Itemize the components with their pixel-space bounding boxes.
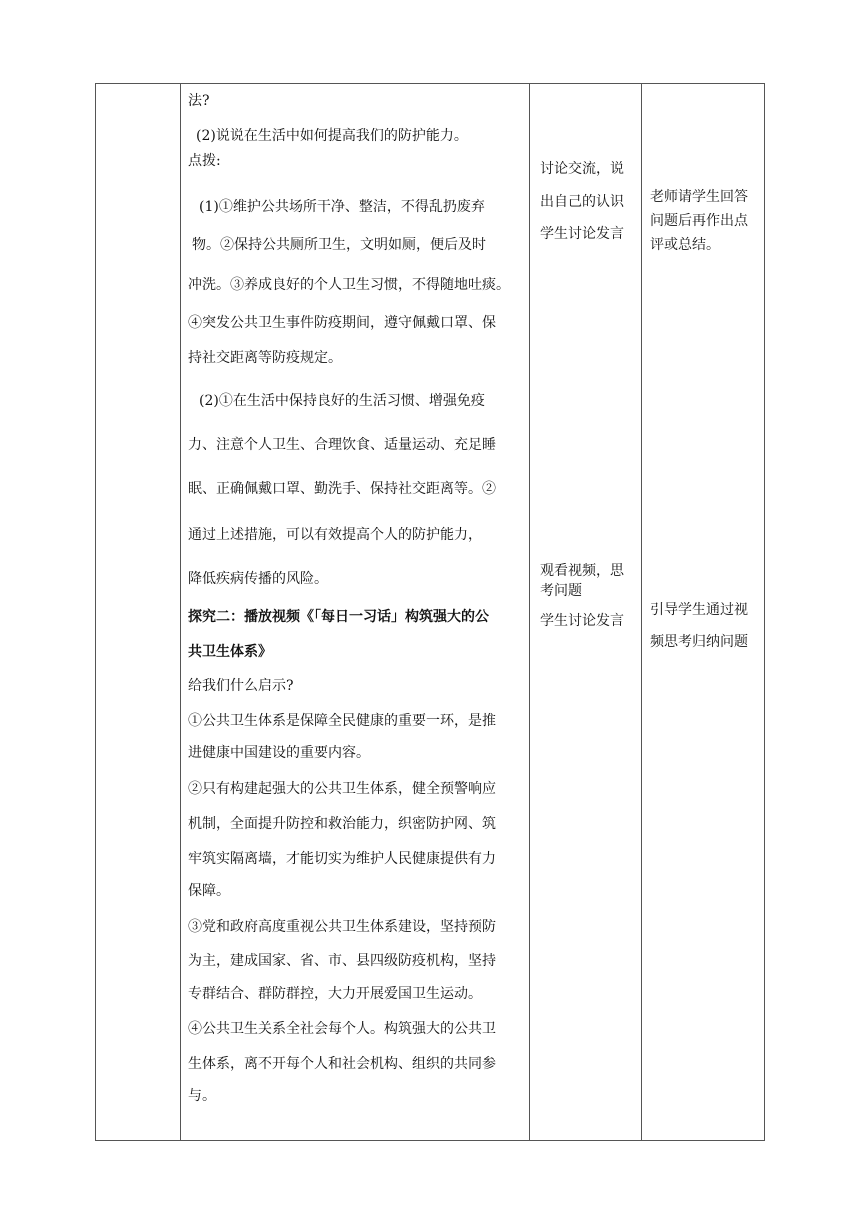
content-line: 通过上述措施，可以有效提高个人的防护能力， bbox=[188, 527, 482, 543]
teacher-line: 老师请学生回答 bbox=[650, 189, 748, 205]
column-divider bbox=[641, 84, 642, 1140]
student-line: 讨论交流，说 bbox=[540, 161, 624, 177]
content-line: 给我们什么启示? bbox=[188, 678, 294, 694]
content-line: ②只有构建起强大的公共卫生体系，健全预警响应 bbox=[188, 781, 496, 797]
content-line: 专群结合、群防群控，大力开展爱国卫生运动。 bbox=[188, 986, 482, 1002]
column-divider bbox=[529, 84, 530, 1140]
content-line: (1)①维护公共场所干净、整洁，不得乱扔废弃 bbox=[199, 199, 485, 215]
content-line: ①公共卫生体系是保障全民健康的重要一环，是推 bbox=[188, 713, 496, 729]
content-line: 保障。 bbox=[188, 883, 230, 899]
student-line: 出自己的认识 bbox=[540, 194, 624, 210]
content-line: 力、注意个人卫生、合理饮食、适量运动、充足睡 bbox=[188, 437, 496, 453]
content-line: (2)说说在生活中如何提高我们的防护能力。 bbox=[196, 128, 468, 144]
content-line: 为主，建成国家、省、市、县四级防疫机构，坚持 bbox=[188, 953, 496, 969]
content-line: 持社交距离等防疫规定。 bbox=[188, 350, 342, 366]
content-line: 点拨: bbox=[188, 153, 221, 169]
content-line: 法? bbox=[188, 93, 210, 109]
content-line: 降低疾病传播的风险。 bbox=[188, 571, 328, 587]
student-line: 学生讨论发言 bbox=[540, 613, 624, 629]
content-line: 牢筑实隔离墙，才能切实为维护人民健康提供有力 bbox=[188, 851, 496, 867]
content-line: ③党和政府高度重视公共卫生体系建设，坚持预防 bbox=[188, 919, 496, 935]
teacher-line: 问题后再作出点 bbox=[650, 213, 748, 229]
content-line: 与。 bbox=[188, 1088, 216, 1104]
content-line: ④突发公共卫生事件防疫期间，遵守佩戴口罩、保 bbox=[188, 315, 496, 331]
content-line: 眠、正确佩戴口罩、勤洗手、保持社交距离等。② bbox=[188, 481, 496, 497]
content-line: ④公共卫生关系全社会每个人。构筑强大的公共卫 bbox=[188, 1021, 496, 1037]
section-heading: 共卫生体系》 bbox=[188, 644, 272, 660]
content-line: 物。②保持公共厕所卫生，文明如厕，便后及时 bbox=[192, 237, 486, 253]
teacher-line: 频思考归纳问题 bbox=[650, 634, 748, 650]
teacher-line: 评或总结。 bbox=[650, 237, 720, 253]
content-line: 机制，全面提升防控和救治能力，织密防护网、筑 bbox=[188, 816, 496, 832]
student-line: 学生讨论发言 bbox=[540, 226, 624, 242]
content-line: 生体系，离不开每个人和社会机构、组织的共同参 bbox=[188, 1056, 496, 1072]
content-line: 冲洗。③养成良好的个人卫生习惯，不得随地吐痰。 bbox=[188, 277, 510, 293]
student-line: 观看视频，思 bbox=[540, 563, 624, 579]
column-divider bbox=[180, 84, 181, 1140]
section-heading: 探究二：播放视频《「每日一习话」构筑强大的公 bbox=[188, 609, 489, 625]
teacher-line: 引导学生通过视 bbox=[650, 602, 748, 618]
student-line: 考问题 bbox=[540, 583, 582, 599]
content-line: 进健康中国建设的重要内容。 bbox=[188, 745, 370, 761]
content-line: (2)①在生活中保持良好的生活习惯、增强免疫 bbox=[199, 393, 485, 409]
